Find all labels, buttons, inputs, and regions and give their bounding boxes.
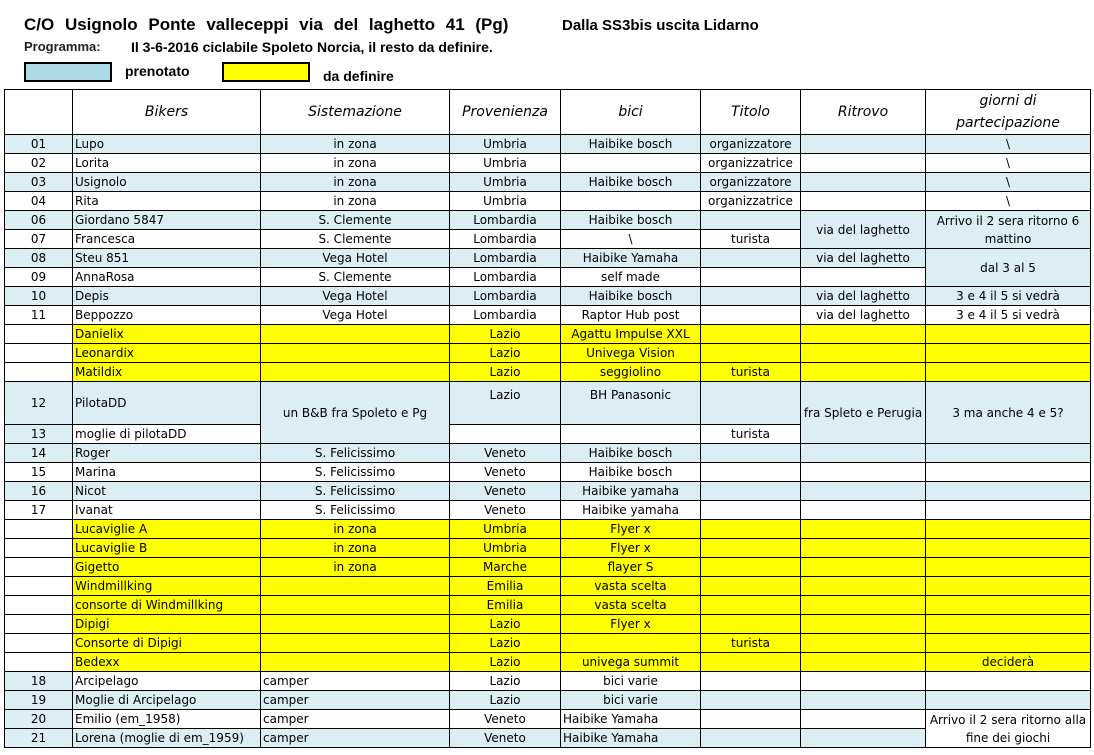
cell-giorni — [926, 558, 1091, 577]
cell-biker: Gigetto — [73, 558, 261, 577]
cell-biker: Rita — [73, 192, 261, 211]
cell-bici: Flyer x — [561, 615, 701, 634]
cell-giorni — [926, 520, 1091, 539]
cell-bici: vasta scelta — [561, 577, 701, 596]
cell-giorni — [926, 501, 1091, 520]
cell-provenienza: Veneto — [450, 729, 561, 748]
cell-titolo: organizzatore — [701, 173, 801, 192]
cell-sistemazione — [261, 634, 450, 653]
cell-giorni: \ — [926, 135, 1091, 154]
cell-biker: AnnaRosa — [73, 268, 261, 287]
cell-titolo — [701, 558, 801, 577]
cell-sistemazione: S. Clemente — [261, 268, 450, 287]
cell-sistemazione: S. Felicissimo — [261, 463, 450, 482]
cell-bici: \ — [561, 230, 701, 249]
cell-number — [5, 539, 73, 558]
table-row — [5, 710, 1091, 729]
cell-giorni: 3 e 4 il 5 si vedrà — [926, 287, 1091, 306]
cell-bici: Haibike yamaha — [561, 501, 701, 520]
cell-number — [5, 596, 73, 615]
cell-ritrovo — [801, 444, 926, 463]
cell-bici — [561, 154, 701, 173]
cell-provenienza: Lombardia — [450, 230, 561, 249]
cell-sistemazione: in zona — [261, 520, 450, 539]
cell-sistemazione: camper — [261, 710, 450, 729]
cell-biker: Lupo — [73, 135, 261, 154]
cell-ritrovo — [801, 691, 926, 710]
cell-sistemazione: S. Clemente — [261, 230, 450, 249]
cell-titolo — [701, 287, 801, 306]
cell-provenienza: Umbria — [450, 539, 561, 558]
cell-titolo — [701, 653, 801, 672]
cell-provenienza: Lazio — [450, 615, 561, 634]
cell-provenienza: Umbria — [450, 173, 561, 192]
cell-biker: Steu 851 — [73, 249, 261, 268]
cell-ritrovo — [801, 482, 926, 501]
cell-giorni — [926, 482, 1091, 501]
cell-titolo: turista — [701, 230, 801, 249]
cell-bici: Agattu Impulse XXL — [561, 325, 701, 344]
cell-ritrovo — [801, 154, 926, 173]
program-text: Il 3-6-2016 ciclabile Spoleto Norcia, il resto da definire. — [131, 39, 493, 55]
cell-number: 17 — [5, 501, 73, 520]
cell-biker: Consorte di Dipigi — [73, 634, 261, 653]
cell-giorni — [926, 615, 1091, 634]
cell-bici: Haibike bosch — [561, 135, 701, 154]
cell-provenienza: Veneto — [450, 463, 561, 482]
cell-ritrovo — [801, 325, 926, 344]
col-header-titolo: Titolo — [701, 90, 801, 135]
cell-provenienza: Veneto — [450, 710, 561, 729]
cell-sistemazione: camper — [261, 729, 450, 748]
cell-ritrovo — [801, 634, 926, 653]
cell-biker: Beppozzo — [73, 306, 261, 325]
cell-provenienza: Lazio — [450, 382, 561, 425]
col-header-ritrovo: Ritrovo — [801, 90, 926, 135]
cell-giorni — [926, 363, 1091, 382]
cell-biker: Lorita — [73, 154, 261, 173]
cell-provenienza: Lombardia — [450, 211, 561, 230]
cell-titolo: organizzatore — [701, 135, 801, 154]
cell-giorni: 3 ma anche 4 e 5? — [926, 382, 1091, 444]
cell-sistemazione — [261, 653, 450, 672]
cell-bici: bici varie — [561, 691, 701, 710]
cell-titolo: turista — [701, 634, 801, 653]
cell-sistemazione: S. Felicissimo — [261, 444, 450, 463]
cell-sistemazione: in zona — [261, 558, 450, 577]
cell-provenienza: Umbria — [450, 154, 561, 173]
cell-number: 14 — [5, 444, 73, 463]
cell-titolo — [701, 539, 801, 558]
cell-titolo — [701, 325, 801, 344]
cell-bici: univega summit — [561, 653, 701, 672]
cell-ritrovo — [801, 672, 926, 691]
cell-bici: Haibike Yamaha — [561, 710, 701, 729]
legend-booked-swatch — [24, 62, 112, 82]
cell-bici: Haibike Yamaha — [561, 249, 701, 268]
cell-biker: Roger — [73, 444, 261, 463]
cell-bici: Flyer x — [561, 520, 701, 539]
cell-provenienza: Lombardia — [450, 268, 561, 287]
col-header-number — [5, 90, 73, 135]
cell-provenienza: Veneto — [450, 482, 561, 501]
cell-biker: Moglie di Arcipelago — [73, 691, 261, 710]
cell-biker: Lucaviglie A — [73, 520, 261, 539]
table-row — [5, 173, 1091, 192]
cell-bici: BH Panasonic — [561, 382, 701, 425]
cell-number — [5, 634, 73, 653]
cell-ritrovo — [801, 135, 926, 154]
table-row — [5, 520, 1091, 539]
cell-bici — [561, 192, 701, 211]
cell-giorni: deciderà — [926, 653, 1091, 672]
cell-ritrovo — [801, 173, 926, 192]
legend-tbd-label: da definire — [323, 68, 394, 84]
cell-ritrovo — [801, 192, 926, 211]
cell-titolo — [701, 382, 801, 425]
cell-biker: Lorena (moglie di em_1959) — [73, 729, 261, 748]
cell-biker: PilotaDD — [73, 382, 261, 425]
table-row — [5, 363, 1091, 382]
cell-giorni: 3 e 4 il 5 si vedrà — [926, 306, 1091, 325]
table-row — [5, 463, 1091, 482]
cell-giorni: \ — [926, 173, 1091, 192]
cell-provenienza: Lazio — [450, 691, 561, 710]
col-header-provenienza: Provenienza — [450, 90, 561, 135]
cell-provenienza: Marche — [450, 558, 561, 577]
cell-sistemazione: camper — [261, 691, 450, 710]
cell-provenienza: Umbria — [450, 192, 561, 211]
cell-titolo — [701, 482, 801, 501]
cell-bici: Haibike bosch — [561, 173, 701, 192]
cell-provenienza: Lombardia — [450, 287, 561, 306]
cell-biker: Emilio (em_1958) — [73, 710, 261, 729]
cell-provenienza: Lombardia — [450, 306, 561, 325]
table-row — [5, 672, 1091, 691]
cell-ritrovo: via del laghetto — [801, 249, 926, 268]
cell-number: 09 — [5, 268, 73, 287]
cell-ritrovo: via del laghetto — [801, 211, 926, 249]
cell-sistemazione: S. Clemente — [261, 211, 450, 230]
cell-giorni — [926, 463, 1091, 482]
cell-bici: bici varie — [561, 672, 701, 691]
cell-bici: Haibike yamaha — [561, 482, 701, 501]
cell-giorni — [926, 691, 1091, 710]
cell-number — [5, 577, 73, 596]
cell-titolo — [701, 729, 801, 748]
table-row — [5, 653, 1091, 672]
cell-biker: Marina — [73, 463, 261, 482]
cell-sistemazione — [261, 596, 450, 615]
cell-number: 08 — [5, 249, 73, 268]
cell-biker: Giordano 5847 — [73, 211, 261, 230]
cell-provenienza: Emilia — [450, 577, 561, 596]
cell-giorni — [926, 325, 1091, 344]
cell-biker: Nicot — [73, 482, 261, 501]
cell-ritrovo — [801, 615, 926, 634]
table-row — [5, 634, 1091, 653]
cell-titolo — [701, 596, 801, 615]
cell-titolo: organizzatrice — [701, 192, 801, 211]
cell-number: 07 — [5, 230, 73, 249]
cell-number — [5, 558, 73, 577]
cell-titolo — [701, 306, 801, 325]
cell-giorni — [926, 672, 1091, 691]
cell-ritrovo: via del laghetto — [801, 306, 926, 325]
cell-biker: moglie di pilotaDD — [73, 425, 261, 444]
cell-bici: Haibike bosch — [561, 211, 701, 230]
cell-giorni — [926, 596, 1091, 615]
cell-ritrovo — [801, 577, 926, 596]
directions-text: Dalla SS3bis uscita Lidarno — [562, 17, 759, 34]
cell-provenienza: Emilia — [450, 596, 561, 615]
table-row — [5, 249, 1091, 268]
cell-ritrovo — [801, 596, 926, 615]
cell-sistemazione: Vega Hotel — [261, 306, 450, 325]
cell-provenienza: Veneto — [450, 444, 561, 463]
cell-sistemazione — [261, 615, 450, 634]
cell-titolo — [701, 211, 801, 230]
cell-sistemazione: camper — [261, 672, 450, 691]
cell-number: 16 — [5, 482, 73, 501]
cell-provenienza: Umbria — [450, 135, 561, 154]
col-header-giorni: giorni di partecipazione — [926, 90, 1091, 135]
cell-sistemazione: in zona — [261, 173, 450, 192]
cell-number: 12 — [5, 382, 73, 425]
table-row — [5, 539, 1091, 558]
cell-ritrovo — [801, 710, 926, 729]
table-row — [5, 577, 1091, 596]
cell-titolo — [701, 615, 801, 634]
table-row — [5, 306, 1091, 325]
cell-bici: Haibike bosch — [561, 463, 701, 482]
table-row — [5, 287, 1091, 306]
cell-sistemazione — [261, 363, 450, 382]
cell-sistemazione — [261, 577, 450, 596]
cell-titolo — [701, 463, 801, 482]
cell-giorni: dal 3 al 5 — [926, 249, 1091, 287]
cell-biker: Leonardix — [73, 344, 261, 363]
cell-ritrovo — [801, 653, 926, 672]
cell-number: 21 — [5, 729, 73, 748]
cell-number: 18 — [5, 672, 73, 691]
cell-titolo: turista — [701, 363, 801, 382]
cell-giorni: \ — [926, 154, 1091, 173]
cell-number: 15 — [5, 463, 73, 482]
cell-number — [5, 344, 73, 363]
table-row — [5, 444, 1091, 463]
table-row — [5, 211, 1091, 230]
cell-biker: Usignolo — [73, 173, 261, 192]
cell-titolo — [701, 577, 801, 596]
cell-biker: Depis — [73, 287, 261, 306]
table-row — [5, 154, 1091, 173]
cell-giorni: \ — [926, 192, 1091, 211]
cell-giorni — [926, 444, 1091, 463]
cell-titolo: organizzatrice — [701, 154, 801, 173]
cell-sistemazione: in zona — [261, 192, 450, 211]
cell-number: 03 — [5, 173, 73, 192]
cell-ritrovo — [801, 558, 926, 577]
cell-biker: Arcipelago — [73, 672, 261, 691]
cell-titolo — [701, 501, 801, 520]
cell-biker: Lucaviglie B — [73, 539, 261, 558]
cell-provenienza: Veneto — [450, 501, 561, 520]
table-row — [5, 344, 1091, 363]
cell-number: 04 — [5, 192, 73, 211]
cell-provenienza: Lombardia — [450, 249, 561, 268]
cell-ritrovo: via del laghetto — [801, 287, 926, 306]
cell-number: 20 — [5, 710, 73, 729]
table-row — [5, 615, 1091, 634]
cell-number: 10 — [5, 287, 73, 306]
cell-biker: Bedexx — [73, 653, 261, 672]
table-row — [5, 501, 1091, 520]
program-label: Programma: — [24, 39, 101, 54]
table-row — [5, 325, 1091, 344]
cell-ritrovo — [801, 729, 926, 748]
cell-number — [5, 363, 73, 382]
cell-biker: consorte di Windmillking — [73, 596, 261, 615]
table-row — [5, 482, 1091, 501]
cell-bici: Haibike bosch — [561, 444, 701, 463]
table-row — [5, 382, 1091, 425]
cell-ritrovo — [801, 539, 926, 558]
cell-biker: Francesca — [73, 230, 261, 249]
table-row — [5, 558, 1091, 577]
cell-biker: Dipigi — [73, 615, 261, 634]
cell-biker: Matildix — [73, 363, 261, 382]
cell-ritrovo: fra Spleto e Perugia — [801, 382, 926, 444]
cell-ritrovo — [801, 363, 926, 382]
col-header-bici: bici — [561, 90, 701, 135]
cell-bici: Raptor Hub post — [561, 306, 701, 325]
cell-number — [5, 653, 73, 672]
cell-bici: vasta scelta — [561, 596, 701, 615]
cell-bici: Haibike Yamaha — [561, 729, 701, 748]
cell-sistemazione: un B&B fra Spoleto e Pg — [261, 382, 450, 444]
cell-biker: Ivanat — [73, 501, 261, 520]
table-row — [5, 596, 1091, 615]
col-header-bikers: Bikers — [73, 90, 261, 135]
cell-giorni — [926, 577, 1091, 596]
cell-titolo — [701, 710, 801, 729]
cell-number: 13 — [5, 425, 73, 444]
cell-number: 01 — [5, 135, 73, 154]
cell-titolo — [701, 691, 801, 710]
table-header-row — [5, 90, 1091, 135]
cell-giorni — [926, 539, 1091, 558]
cell-bici: seggiolino — [561, 363, 701, 382]
cell-sistemazione: Vega Hotel — [261, 249, 450, 268]
cell-bici: self made — [561, 268, 701, 287]
cell-ritrovo — [801, 268, 926, 287]
cell-sistemazione: in zona — [261, 135, 450, 154]
cell-number — [5, 615, 73, 634]
cell-ritrovo — [801, 344, 926, 363]
cell-sistemazione: S. Felicissimo — [261, 482, 450, 501]
cell-bici: flayer S — [561, 558, 701, 577]
cell-sistemazione: Vega Hotel — [261, 287, 450, 306]
cell-sistemazione: S. Felicissimo — [261, 501, 450, 520]
legend-tbd-swatch — [222, 62, 310, 82]
cell-giorni — [926, 344, 1091, 363]
cell-bici: Haibike bosch — [561, 287, 701, 306]
cell-titolo — [701, 344, 801, 363]
cell-sistemazione: in zona — [261, 539, 450, 558]
cell-titolo: turista — [701, 425, 801, 444]
participants-table — [4, 89, 1091, 748]
cell-ritrovo — [801, 463, 926, 482]
cell-number: 06 — [5, 211, 73, 230]
cell-sistemazione: in zona — [261, 154, 450, 173]
table-row — [5, 135, 1091, 154]
cell-provenienza: Lazio — [450, 672, 561, 691]
cell-provenienza: Lazio — [450, 363, 561, 382]
cell-provenienza: Umbria — [450, 520, 561, 539]
cell-bici: Flyer x — [561, 539, 701, 558]
page-title: C/O Usignolo Ponte valleceppi via del laghetto 41 (Pg) — [24, 15, 509, 34]
cell-number: 19 — [5, 691, 73, 710]
table-row — [5, 192, 1091, 211]
cell-number — [5, 520, 73, 539]
cell-bici: Univega Vision — [561, 344, 701, 363]
cell-ritrovo — [801, 501, 926, 520]
cell-bici — [561, 634, 701, 653]
cell-titolo — [701, 520, 801, 539]
cell-titolo — [701, 444, 801, 463]
col-header-sistemazione: Sistemazione — [261, 90, 450, 135]
cell-titolo — [701, 268, 801, 287]
cell-sistemazione — [261, 344, 450, 363]
cell-provenienza: Lazio — [450, 325, 561, 344]
cell-provenienza: Lazio — [450, 653, 561, 672]
cell-provenienza — [450, 425, 561, 444]
cell-provenienza: Lazio — [450, 344, 561, 363]
cell-number: 02 — [5, 154, 73, 173]
table-row — [5, 691, 1091, 710]
cell-giorni: Arrivo il 2 sera ritorno 6 mattino — [926, 211, 1091, 249]
cell-titolo — [701, 249, 801, 268]
cell-bici — [561, 425, 701, 444]
legend-booked-label: prenotato — [125, 63, 190, 79]
cell-provenienza: Lazio — [450, 634, 561, 653]
cell-giorni: Arrivo il 2 sera ritorno alla fine dei giochi — [926, 710, 1091, 748]
cell-number: 11 — [5, 306, 73, 325]
cell-titolo — [701, 672, 801, 691]
cell-number — [5, 325, 73, 344]
cell-ritrovo — [801, 520, 926, 539]
cell-biker: Windmillking — [73, 577, 261, 596]
cell-biker: Danielix — [73, 325, 261, 344]
cell-giorni — [926, 634, 1091, 653]
cell-sistemazione — [261, 325, 450, 344]
